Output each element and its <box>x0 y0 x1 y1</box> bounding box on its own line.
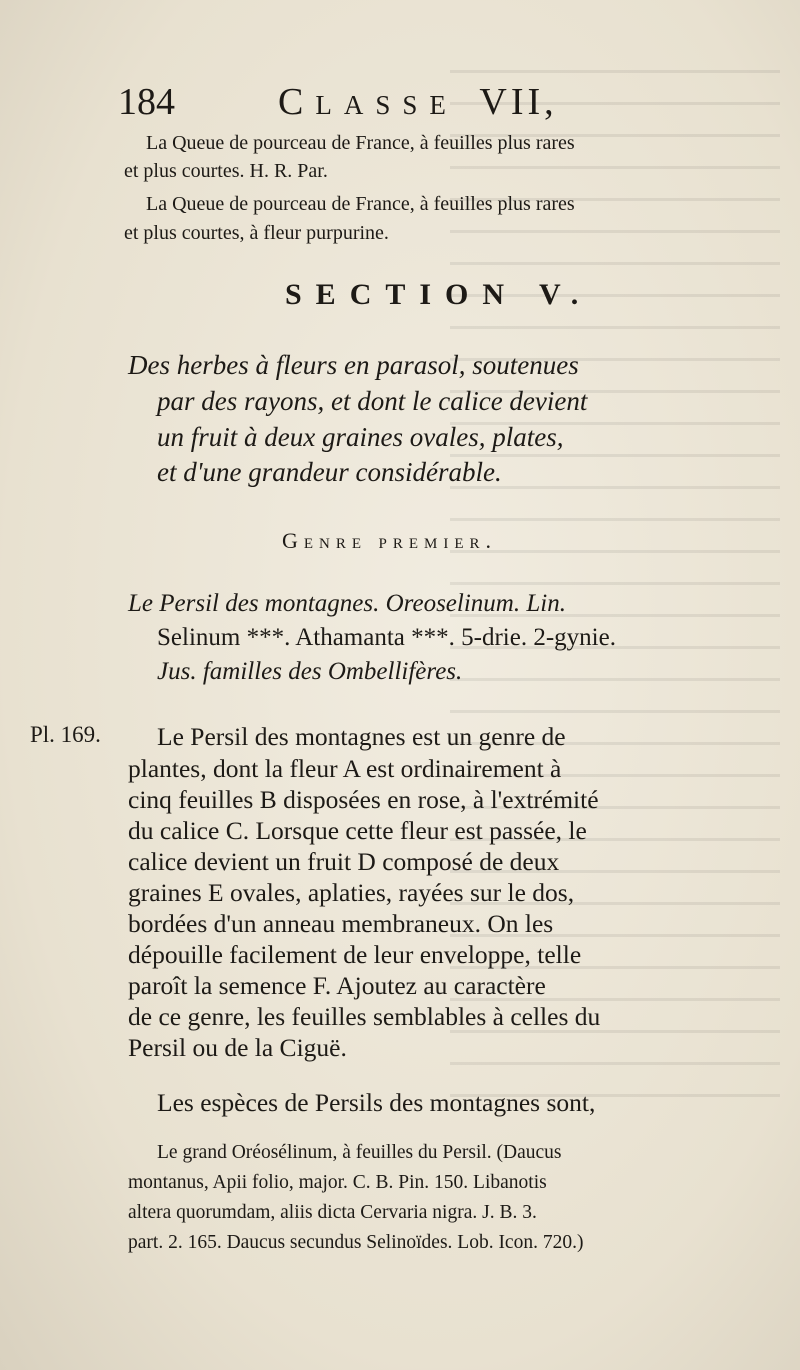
page-header-title <box>278 80 558 124</box>
species-entry-line: part. 2. 165. Daucus secundus Selinoïdes. Lob. Icon. 720.) <box>128 1232 584 1253</box>
body-line: paroît la semence F. Ajoutez au caractère <box>128 971 546 1000</box>
top-entry-line: La Queue de pourceau de France, à feuilles plus rares <box>146 132 575 154</box>
species-entry-line: altera quorumdam, aliis dicta Cervaria nigra. J. B. 3. <box>128 1202 537 1223</box>
genre-name-line: Le Persil des montagnes. Oreoselinum. Lin. <box>128 590 566 617</box>
top-entry-line: et plus courtes, à fleur purpurine. <box>124 222 389 244</box>
genre-heading: Genre premier. <box>282 528 498 553</box>
species-entry-line: Le grand Oréosélinum, à feuilles du Persil. (Daucus <box>157 1142 562 1163</box>
body-line: dépouille facilement de leur enveloppe, telle <box>128 940 582 969</box>
genre-name-line: Jus. familles des Ombellifères. <box>157 658 463 685</box>
top-entry-line: et plus courtes. H. R. Par. <box>124 160 328 182</box>
plate-reference: Pl. 169. <box>30 722 101 747</box>
header-class-number: VII, <box>479 81 558 123</box>
body-line: du calice C. Lorsque cette fleur est passée, le <box>128 816 587 845</box>
body-line: de ce genre, les feuilles semblables à celles du <box>128 1002 601 1031</box>
body-line: plantes, dont la fleur A est ordinairement à <box>128 754 562 783</box>
section-description-line: par des rayons, et dont le calice devient <box>157 386 588 416</box>
section-description-line: Des herbes à fleurs en parasol, soutenues <box>128 350 579 380</box>
body-line: graines E ovales, aplaties, rayées sur le dos, <box>128 878 575 907</box>
body-line: bordées d'un anneau membraneux. On les <box>128 909 554 938</box>
section-description-line: un fruit à deux graines ovales, plates, <box>157 422 564 452</box>
body-line: calice devient un fruit D composé de deux <box>128 847 560 876</box>
top-entry-line: La Queue de pourceau de France, à feuilles plus rares <box>146 193 575 215</box>
species-intro: Les espèces de Persils des montagnes sont, <box>157 1088 596 1117</box>
section-description-line: et d'une grandeur considérable. <box>157 457 502 487</box>
header-class-word: Classe <box>278 81 458 123</box>
species-entry-line: montanus, Apii folio, major. C. B. Pin. 150. Libanotis <box>128 1172 547 1193</box>
section-title: SECTION V. <box>285 278 593 311</box>
body-line: Le Persil des montagnes est un genre de <box>157 722 566 751</box>
body-line: Persil ou de la Ciguë. <box>128 1033 347 1062</box>
genre-name-line: Selinum ***. Athamanta ***. 5-drie. 2-gynie. <box>157 624 616 651</box>
body-line: cinq feuilles B disposées en rose, à l'extrémité <box>128 785 599 814</box>
page-number: 184 <box>118 81 175 123</box>
